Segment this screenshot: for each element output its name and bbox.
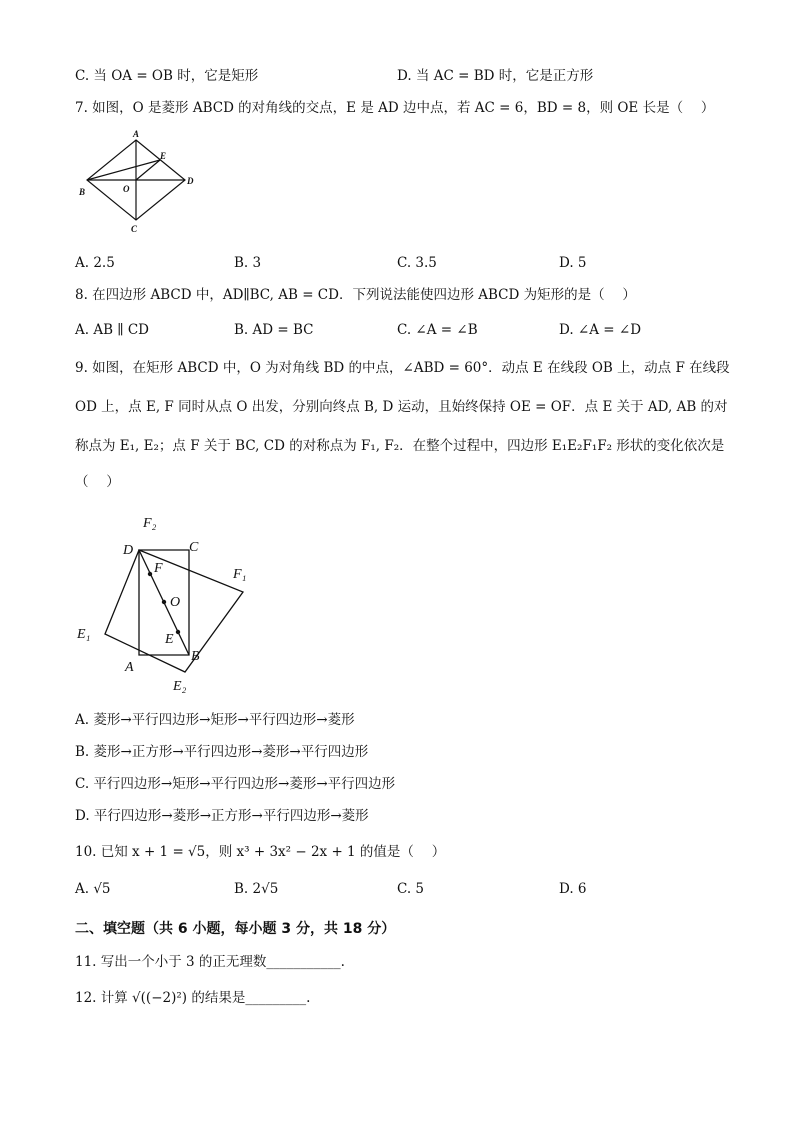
quadrilateral-e1-f2-f1-e2 (105, 550, 243, 672)
label-f1: F₁ (233, 567, 247, 582)
q7-option-b: B. 3 (234, 255, 262, 271)
q11-stem: 11. 写出一个小于 3 的正无理数___________. (75, 954, 345, 970)
label-b: B (79, 187, 86, 197)
q9-option-c: C. 平行四边形→矩形→平行四边形→菱形→平行四边形 (75, 776, 396, 792)
q6-option-c: C. 当 OA = OB 时，它是矩形 (75, 68, 259, 84)
q8-option-d: D. ∠A = ∠D (559, 322, 642, 338)
point-e (176, 630, 180, 634)
label-f2: F₂ (143, 516, 157, 531)
q10-stem: 10. 已知 x + 1 = √5，则 x³ + 3x² − 2x + 1 的值是（ ） (75, 844, 446, 860)
q7-option-d: D. 5 (559, 255, 587, 271)
q6-option-d: D. 当 AC = BD 时，它是正方形 (397, 68, 594, 84)
q8-option-c: C. ∠A = ∠B (397, 322, 478, 338)
q9-option-b: B. 菱形→正方形→平行四边形→菱形→平行四边形 (75, 744, 369, 760)
q9-rectangle-figure (75, 508, 265, 696)
label-b: B (191, 649, 200, 664)
label-o: O (123, 184, 130, 194)
label-e2: E₂ (173, 679, 187, 694)
q9-stem-line3: 称点为 E₁, E₂；点 F 关于 BC, CD 的对称点为 F₁, F₂．在整个过程中，四边形 E₁E₂F₁F₂ 形状的变化依次是 (75, 438, 725, 454)
segment-be (87, 160, 160, 180)
label-e: E (165, 632, 174, 647)
label-d: D (123, 543, 134, 558)
q10-option-b: B. 2√5 (234, 881, 279, 897)
q9-stem-line2: OD 上，点 E, F 同时从点 O 出发，分别向终点 B, D 运动，且始终保持 OE = OF．点 E 关于 AD, AB 的对 (75, 399, 728, 415)
q9-option-a: A. 菱形→平行四边形→矩形→平行四边形→菱形 (75, 712, 355, 728)
label-f: F (154, 561, 163, 576)
q7-stem: 7. 如图，O 是菱形 ABCD 的对角线的交点，E 是 AD 边中点，若 AC = 6，BD = 8，则 OE 长是（ ） (75, 100, 715, 116)
q10-option-d: D. 6 (559, 881, 587, 897)
label-a: A (133, 129, 140, 139)
label-c: C (131, 224, 138, 234)
point-f (148, 572, 152, 576)
label-d: D (187, 176, 194, 186)
q8-option-a: A. AB ∥ CD (75, 322, 149, 338)
label-a: A (125, 660, 134, 675)
q9-option-d: D. 平行四边形→菱形→正方形→平行四边形→菱形 (75, 808, 369, 824)
q7-option-a: A. 2.5 (75, 255, 115, 271)
q12-stem: 12. 计算 √((−2)²) 的结果是_________. (75, 990, 311, 1006)
q7-rhombus-figure (72, 125, 212, 237)
label-o: O (170, 595, 181, 610)
q8-stem: 8. 在四边形 ABCD 中，AD∥BC, AB = CD．下列说法能使四边形 ABCD 为矩形的是（ ） (75, 287, 636, 303)
q10-option-c: C. 5 (397, 881, 425, 897)
label-c: C (189, 540, 199, 555)
q7-option-c: C. 3.5 (397, 255, 437, 271)
label-e1: E₁ (77, 627, 91, 642)
label-e: E (160, 151, 167, 161)
point-o (162, 600, 166, 604)
q8-option-b: B. AD = BC (234, 322, 314, 338)
section-2-title: 二、填空题（共 6 小题，每小题 3 分，共 18 分） (75, 921, 396, 937)
q9-stem-line4: （ ） (75, 474, 120, 490)
q10-option-a: A. √5 (75, 881, 111, 897)
q9-stem-line1: 9. 如图，在矩形 ABCD 中，O 为对角线 BD 的中点，∠ABD = 60°．动点 E 在线段 OB 上，动点 F 在线段 (75, 360, 730, 376)
